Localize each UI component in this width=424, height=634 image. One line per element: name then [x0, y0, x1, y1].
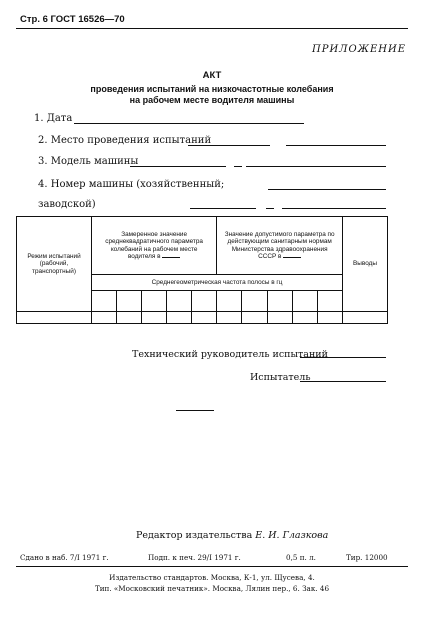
imprint-sheets: 0,5 п. л. [286, 553, 316, 562]
col-conclusions [343, 217, 388, 312]
act-subtitle-line1: проведения испытаний на низкочастотные колебания [90, 84, 334, 94]
field-number-label: 4. Номер машины (хозяйственный; [38, 179, 225, 190]
tech-manager-signature-line[interactable] [300, 357, 386, 358]
field-factory-dash [266, 208, 274, 209]
col-conclusions-text: Выводы [353, 260, 377, 268]
table-bottom-cell [317, 312, 342, 324]
act-title: АКТ [202, 70, 222, 81]
tester-signature-line[interactable] [300, 381, 386, 382]
imprint-rule [16, 566, 408, 567]
field-place-line[interactable] [188, 145, 270, 146]
col-measured-text: Замеренное значение среднеквадратичного параметра колебаний на рабочем месте водителя в [105, 231, 203, 260]
freq-cell[interactable] [117, 291, 142, 312]
editor-line [136, 530, 328, 541]
editor-label: Редактор издательства [136, 530, 253, 541]
tester-label: Испытатель [250, 372, 311, 383]
unit-blank-allowed[interactable] [283, 257, 301, 258]
header-rule [16, 28, 408, 29]
tech-manager-label: Технический руководитель испытаний [132, 349, 328, 360]
field-place-line-2[interactable] [286, 145, 386, 146]
freq-cell[interactable] [242, 291, 267, 312]
field-model-line-2[interactable] [246, 166, 386, 167]
measurement-table [16, 216, 388, 324]
field-model-line[interactable] [130, 166, 226, 167]
act-subtitle [0, 84, 424, 106]
col-allowed-text: Значение допустимого параметра по действующим санитарным нормам Министерства здравоохранения СССР в [224, 231, 335, 260]
field-model-dash [234, 166, 242, 167]
table-bottom-cell [292, 312, 317, 324]
field-factory-line[interactable] [190, 208, 256, 209]
table-bottom-cell [267, 312, 292, 324]
field-factory-line-2[interactable] [282, 208, 386, 209]
field-model-label: 3. Модель машины [38, 156, 139, 167]
field-date-line[interactable] [74, 123, 304, 124]
unit-blank-measured[interactable] [162, 257, 180, 258]
appendix-label: ПРИЛОЖЕНИЕ [312, 44, 406, 55]
field-number-factory-label: заводской) [38, 199, 96, 210]
field-date-label: 1. Дата [34, 113, 73, 124]
freq-cell[interactable] [217, 291, 242, 312]
freq-cell[interactable] [167, 291, 192, 312]
freq-cell[interactable] [92, 291, 117, 312]
field-place-label: 2. Место проведения испытаний [38, 135, 212, 146]
imprint-run: Тир. 12000 [346, 553, 388, 562]
table-bottom-cell [217, 312, 242, 324]
col-regime-text: Режим испытаний (рабочий, транспортный) [27, 253, 81, 275]
editor-name: Е. И. Глазкова [255, 530, 329, 541]
freq-cell[interactable] [267, 291, 292, 312]
col-allowed [217, 217, 343, 275]
freq-cell[interactable] [317, 291, 342, 312]
table-bottom-cell [242, 312, 267, 324]
imprint-printer: Тип. «Московский печатник». Москва, Лялин пер., 6. Зак. 46 [94, 584, 330, 593]
imprint-publisher: Издательство стандартов. Москва, К-1, ул. Щусева, 4. [109, 573, 315, 582]
table-bottom-cell [92, 312, 117, 324]
col-regime [17, 217, 92, 312]
table-bottom-cell [192, 312, 217, 324]
imprint-signed: Подп. к печ. 29/I 1971 г. [148, 553, 241, 562]
freq-cell[interactable] [192, 291, 217, 312]
table-bottom-cell [117, 312, 142, 324]
freq-cell[interactable] [142, 291, 167, 312]
table-bottom-out [343, 312, 388, 324]
page-header: Стр. 6 ГОСТ 16526—70 [20, 14, 125, 25]
table-bottom-cell [142, 312, 167, 324]
field-number-line[interactable] [268, 189, 386, 190]
separator-dash [176, 410, 214, 411]
imprint-sent: Сдано в наб. 7/I 1971 г. [20, 553, 109, 562]
col-measured [92, 217, 217, 275]
table-bottom-cell [167, 312, 192, 324]
freq-header [92, 275, 343, 291]
freq-header-text: Среднегеометрическая частота полосы в гц [151, 278, 283, 286]
act-subtitle-line2: на рабочем месте водителя машины [129, 95, 295, 105]
table-bottom-regime [17, 312, 92, 324]
freq-cell[interactable] [292, 291, 317, 312]
